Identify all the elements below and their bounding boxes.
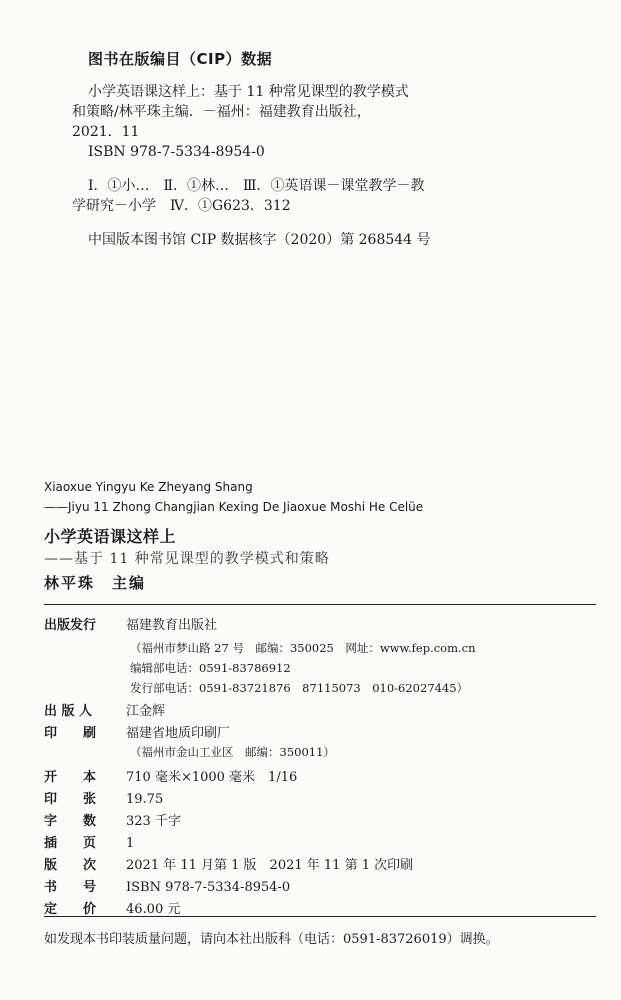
cip-classification-line-2: 学研究－小学 Ⅳ．①G623．312 [72,198,291,214]
cip-date-line: 2021．11 [72,124,140,140]
imprint-value: 323 千字 [126,814,181,829]
imprint-label: 字 数 [44,814,97,829]
pinyin-title: Xiaoxue Yingyu Ke Zheyang Shang [44,480,253,494]
imprint-label: 印 刷 [44,726,97,741]
cip-title-line: 小学英语课这样上：基于 11 种常见课型的教学模式 [88,84,409,100]
book-subtitle: ——基于 11 种常见课型的教学模式和策略 [44,551,330,567]
imprint-row-edition [44,854,413,873]
imprint-value: 2021 年 11 月第 1 版 2021 年 11 第 1 次印刷 [126,858,414,873]
imprint-label: 书 号 [44,880,97,895]
printer-address: （福州市金山工业区 邮编：350011） [130,745,335,759]
imprint-value: 46.00 元 [126,902,181,917]
imprint-row-sheets [44,788,163,807]
bottom-divider [44,916,596,917]
imprint-row-format [44,766,297,785]
imprint-row-isbn [44,876,290,895]
imprint-label: 插 页 [44,836,97,851]
cip-heading: 图书在版编目（CIP）数据 [88,50,273,68]
imprint-value: ISBN 978-7-5334-8954-0 [126,880,291,895]
cip-classification-line-1: Ⅰ．①小… Ⅱ．①林… Ⅲ．①英语课－课堂教学－教 [88,178,425,194]
sales-phone: 发行部电话：0591-83721876 87115073 010-62027445） [130,681,469,695]
imprint-row-plates [44,832,134,851]
cip-publisher-line: 和策略/林平珠主编．－福州：福建教育出版社， [72,104,371,120]
imprint-value: 福建教育出版社 [126,618,218,633]
cip-record [72,82,542,250]
quality-notice: 如发现本书印装质量问题，请向本社出版科（电话：0591-83726019）调换。 [44,932,499,947]
imprint-value: 江金辉 [126,704,166,719]
imprint-label: 定 价 [44,902,97,917]
imprint-row-words [44,810,181,829]
imprint-value: 710 毫米×1000 毫米 1/16 [126,770,298,785]
imprint-value: 1 [126,836,135,851]
imprint-row-price [44,898,180,917]
imprint-label: 开 本 [44,770,97,785]
pinyin-subtitle: ——Jiyu 11 Zhong Changjian Kexing De Jiaoxue Moshi He Celüe [44,500,424,514]
top-divider [44,604,596,605]
imprint-label: 版 次 [44,858,97,873]
imprint-row-issuer [44,700,165,719]
imprint-value: 19.75 [126,792,164,807]
imprint-row-publisher [44,614,217,633]
book-title: 小学英语课这样上 [44,527,177,546]
imprint-label: 印 张 [44,792,97,807]
imprint-value: 福建省地质印刷厂 [126,726,231,741]
cip-library-number: 中国版本图书馆 CIP 数据核字（2020）第 268544 号 [88,232,431,248]
editorial-phone: 编辑部电话：0591-83786912 [130,661,291,675]
publisher-address: （福州市梦山路 27 号 邮编：350025 网址：www.fep.com.cn [130,641,476,655]
imprint-label: 出版发行 [44,618,97,633]
book-editor: 林平珠 主编 [44,574,147,592]
cip-isbn: ISBN 978-7-5334-8954-0 [88,144,265,160]
imprint-row-printer [44,722,230,741]
imprint-label: 出 版 人 [44,704,93,719]
